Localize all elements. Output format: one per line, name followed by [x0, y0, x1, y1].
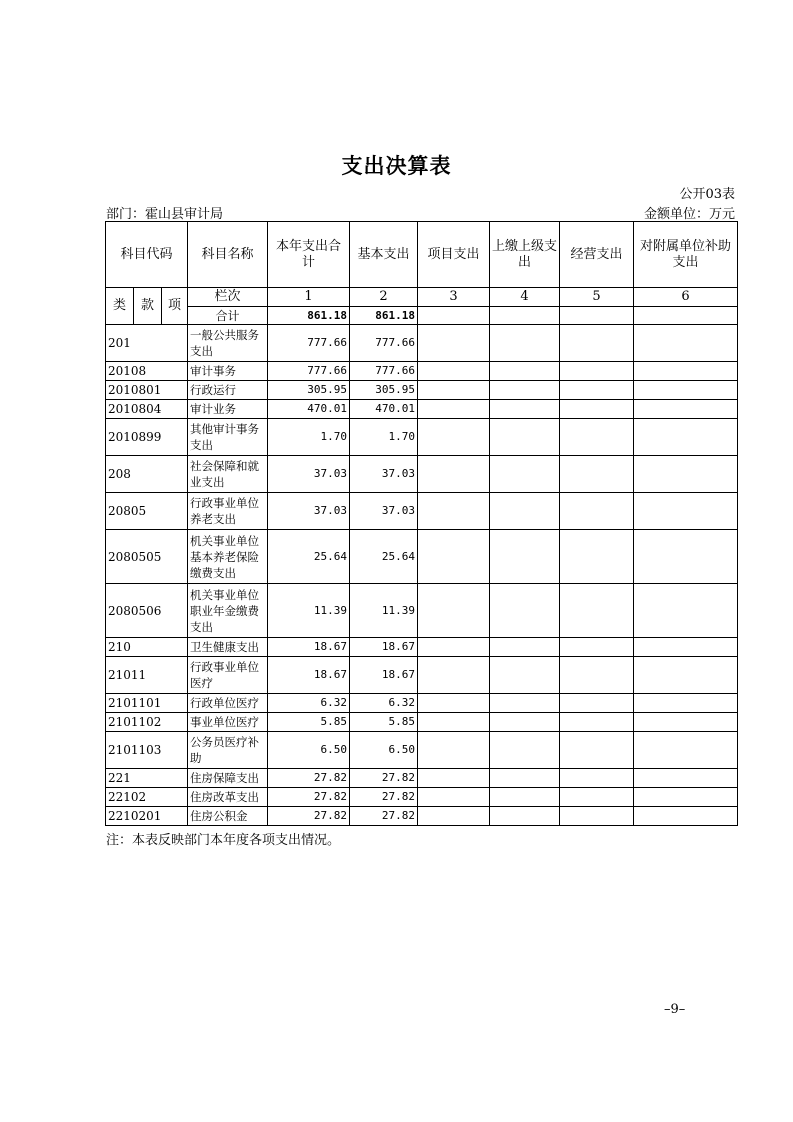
- row-total: 6.32: [268, 694, 350, 713]
- table-row: [106, 769, 738, 788]
- total-row-label: 合计: [188, 307, 268, 325]
- row-total: 18.67: [268, 657, 350, 694]
- row-basic: 305.95: [350, 381, 418, 400]
- header-code: 科目代码: [106, 222, 188, 288]
- row-total: 305.95: [268, 381, 350, 400]
- row-name: 其他审计事务支出: [188, 419, 268, 456]
- form-id: 公开03表: [679, 187, 735, 202]
- row-basic: 777.66: [350, 362, 418, 381]
- row-total: 1.70: [268, 419, 350, 456]
- row-name: 住房改革支出: [188, 788, 268, 807]
- row-basic: 6.50: [350, 732, 418, 769]
- expenditure-table: [105, 221, 738, 826]
- table-row: [106, 362, 738, 381]
- row-total: 470.01: [268, 400, 350, 419]
- page-number: –9–: [664, 1002, 686, 1017]
- col-number-3: 3: [418, 288, 490, 307]
- page-title: 支出决算表: [341, 154, 452, 178]
- row-name: 卫生健康支出: [188, 638, 268, 657]
- row-code: 2010801: [106, 381, 188, 400]
- unit-label: 金额单位：万元: [643, 207, 735, 222]
- col-number-1: 1: [268, 288, 350, 307]
- header-lanci: 栏次: [188, 288, 268, 307]
- header-business: 经营支出: [560, 222, 634, 288]
- row-name: 行政单位医疗: [188, 694, 268, 713]
- department-label: 部门：霍山县审计局: [106, 207, 224, 222]
- table-row: [106, 694, 738, 713]
- row-code: 2101102: [106, 713, 188, 732]
- row-name: 机关事业单位基本养老保险缴费支出: [188, 530, 268, 584]
- row-code: 2101103: [106, 732, 188, 769]
- row-code: 2010899: [106, 419, 188, 456]
- table-row: [106, 493, 738, 530]
- col-number-5: 5: [560, 288, 634, 307]
- row-basic: 1.70: [350, 419, 418, 456]
- row-total: 37.03: [268, 493, 350, 530]
- table-row: [106, 325, 738, 362]
- row-code: 2080505: [106, 530, 188, 584]
- row-name: 行政事业单位医疗: [188, 657, 268, 694]
- header-basic: 基本支出: [350, 222, 418, 288]
- row-code: 20805: [106, 493, 188, 530]
- row-code: 2210201: [106, 807, 188, 826]
- row-name: 一般公共服务支出: [188, 325, 268, 362]
- table-row: [106, 807, 738, 826]
- row-total: 27.82: [268, 807, 350, 826]
- row-name: 事业单位医疗: [188, 713, 268, 732]
- table-row: [106, 400, 738, 419]
- row-total: 777.66: [268, 362, 350, 381]
- header-lei: 类: [106, 288, 134, 325]
- row-code: 208: [106, 456, 188, 493]
- header-upper: 上缴上级支出: [490, 222, 560, 288]
- table-row: [106, 732, 738, 769]
- header-subsidy: 对附属单位补助支出: [634, 222, 738, 288]
- table-row: [106, 530, 738, 584]
- col-number-6: 6: [634, 288, 738, 307]
- row-total: 5.85: [268, 713, 350, 732]
- table-row: [106, 657, 738, 694]
- row-basic: 27.82: [350, 807, 418, 826]
- row-basic: 6.32: [350, 694, 418, 713]
- row-total: 37.03: [268, 456, 350, 493]
- row-name: 行政运行: [188, 381, 268, 400]
- table-row: [106, 713, 738, 732]
- row-code: 20108: [106, 362, 188, 381]
- row-basic: 470.01: [350, 400, 418, 419]
- table-row: [106, 788, 738, 807]
- row-name: 审计事务: [188, 362, 268, 381]
- row-code: 2080506: [106, 584, 188, 638]
- row-basic: 11.39: [350, 584, 418, 638]
- header-kuan: 款: [134, 288, 162, 325]
- row-total: 27.82: [268, 788, 350, 807]
- row-total: 6.50: [268, 732, 350, 769]
- row-name: 审计业务: [188, 400, 268, 419]
- header-total: 本年支出合计: [268, 222, 350, 288]
- row-name: 住房保障支出: [188, 769, 268, 788]
- row-basic: 27.82: [350, 769, 418, 788]
- row-code: 221: [106, 769, 188, 788]
- header-name: 科目名称: [188, 222, 268, 288]
- row-name: 住房公积金: [188, 807, 268, 826]
- total-row-basic: 861.18: [350, 307, 418, 325]
- row-basic: 27.82: [350, 788, 418, 807]
- row-code: 2101101: [106, 694, 188, 713]
- row-name: 社会保障和就业支出: [188, 456, 268, 493]
- row-name: 行政事业单位养老支出: [188, 493, 268, 530]
- row-total: 11.39: [268, 584, 350, 638]
- row-code: 2010804: [106, 400, 188, 419]
- row-basic: 37.03: [350, 456, 418, 493]
- row-basic: 5.85: [350, 713, 418, 732]
- row-total: 777.66: [268, 325, 350, 362]
- table-row: [106, 584, 738, 638]
- table-row: [106, 381, 738, 400]
- row-code: 210: [106, 638, 188, 657]
- row-basic: 25.64: [350, 530, 418, 584]
- header-project: 项目支出: [418, 222, 490, 288]
- footnote: 注：本表反映部门本年度各项支出情况。: [106, 833, 341, 848]
- row-total: 27.82: [268, 769, 350, 788]
- row-basic: 777.66: [350, 325, 418, 362]
- col-number-4: 4: [490, 288, 560, 307]
- row-total: 18.67: [268, 638, 350, 657]
- row-code: 22102: [106, 788, 188, 807]
- row-code: 201: [106, 325, 188, 362]
- table-row: [106, 419, 738, 456]
- row-basic: 18.67: [350, 657, 418, 694]
- table-row: [106, 456, 738, 493]
- header-xiang: 项: [162, 288, 188, 325]
- row-total: 25.64: [268, 530, 350, 584]
- row-name: 机关事业单位职业年金缴费支出: [188, 584, 268, 638]
- row-basic: 18.67: [350, 638, 418, 657]
- row-code: 21011: [106, 657, 188, 694]
- col-number-2: 2: [350, 288, 418, 307]
- table-row: [106, 638, 738, 657]
- row-basic: 37.03: [350, 493, 418, 530]
- total-row-total: 861.18: [268, 307, 350, 325]
- row-name: 公务员医疗补助: [188, 732, 268, 769]
